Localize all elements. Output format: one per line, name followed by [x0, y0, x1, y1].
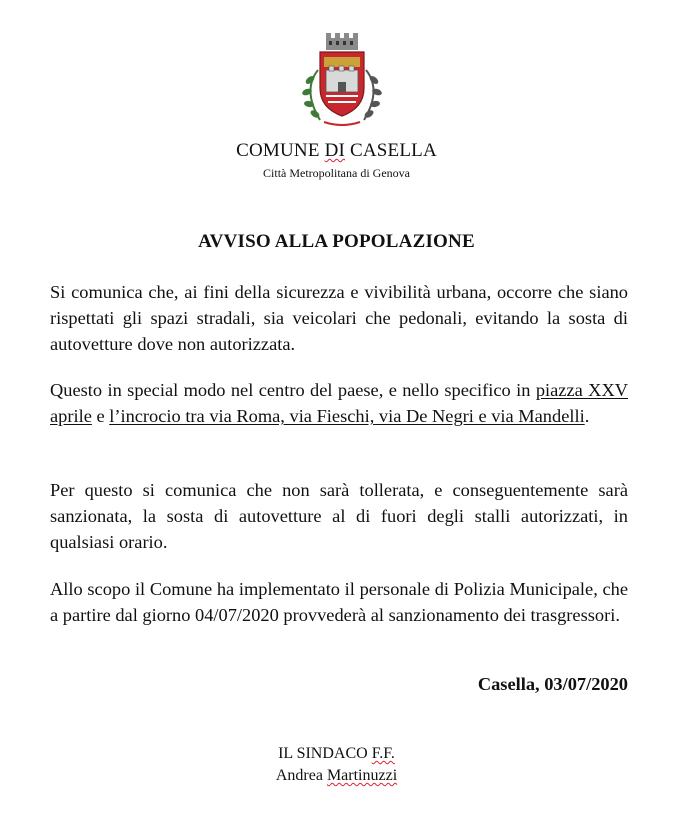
municipality-name-di: DI [324, 140, 346, 161]
municipality-name-suffix: CASELLA [345, 140, 437, 161]
paragraph-3: Per questo si comunica che non sarà tollerata, e conseguentemente sarà sanzionata, la sosta di autovetture al di fuori degli stalli autorizzati, in qualsiasi orario. [50, 480, 628, 552]
paragraph-2-intro: Questo in special modo nel centro del paese, e nello specifico in [50, 380, 536, 400]
paragraph-4: Allo scopo il Comune ha implementato il personale di Polizia Municipale, che a partire dal giorno 04/07/2020 provvederà al sanzionamento dei trasgressori. [50, 579, 628, 625]
paragraph-1: Si comunica che, ai fini della sicurezza e vivibilità urbana, occorre che siano rispettati gli spazi stradali, sia veicolari che pedonali, evitando la sosta di autovetture dove non autorizzata. [50, 282, 628, 354]
signature-role [0, 743, 673, 765]
paragraph-2-middle: e [91, 406, 110, 426]
location-piazza: piazza XXV aprile [50, 380, 629, 426]
location-incrocio: l’incrocio tra via Roma, via Fieschi, via De Negri e via Mandelli [109, 406, 585, 426]
municipality-name [0, 140, 673, 162]
signature-first-name: Andrea [275, 767, 327, 784]
place-date: Casella, 03/07/2020 [477, 674, 628, 694]
signature-role-prefix: IL SINDACO [278, 745, 372, 762]
notice-title: AVVISO ALLA POPOLAZIONE [198, 231, 475, 252]
municipality-name-prefix: COMUNE [236, 140, 325, 161]
paragraph-2-end: . [584, 406, 590, 426]
municipality-subtitle: Città Metropolitana di Genova [263, 166, 410, 180]
signature-name [0, 765, 673, 787]
paragraph-2 [50, 377, 628, 429]
signature-role-suffix: F.F. [371, 745, 395, 762]
signature-last-name: Martinuzzi [326, 767, 398, 784]
municipal-crest-icon [296, 30, 388, 130]
